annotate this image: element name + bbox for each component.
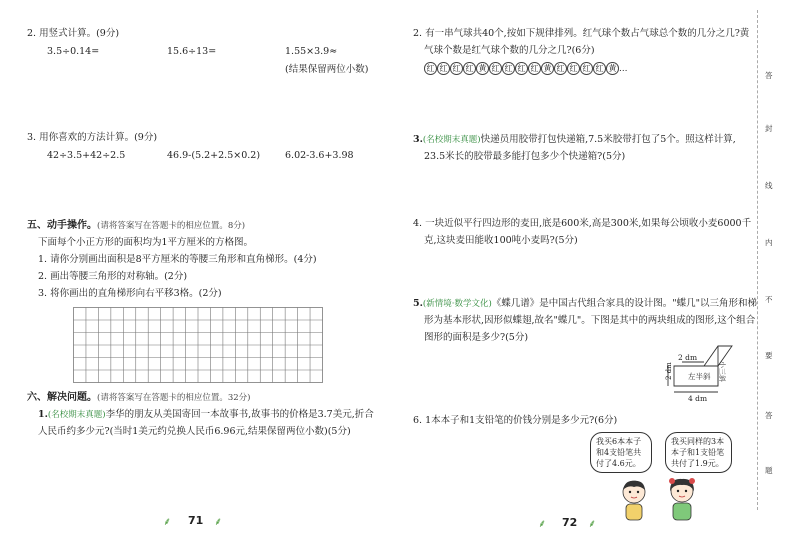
section-5-note: (请将答案写在答题卡的相应位置。8分) — [97, 221, 246, 231]
binding-char: 题 — [765, 466, 773, 475]
r-q2-line1: 2. 有一串气球共40个,按如下规律排列。红气球个数占气球总个数的几分之几?黄 — [413, 28, 750, 39]
section-5-item-2: 2. 画出等腰三角形的对称轴。(2分) — [38, 271, 188, 282]
balloon: 红 — [489, 62, 502, 75]
r-q4-line2: 克,这块麦田能收100吨小麦吗?(5分) — [424, 235, 578, 246]
balloon: 红 — [424, 62, 437, 75]
section-5-title: 五、动手操作。 — [27, 220, 97, 231]
sprout-icon: ⸙ — [163, 515, 172, 528]
q2-item-2: 15.6÷13= — [167, 46, 217, 57]
section-6-q1-line2: 人民币约多少元?(当时1美元约兑换人民币6.96元,结果保留两位小数)(5分) — [38, 426, 351, 437]
balloon: 红 — [580, 62, 593, 75]
r-q3-tag: (名校期末真题) — [422, 135, 481, 145]
binding-char: 答 — [765, 411, 773, 420]
r-q3-text-1: 快递员用胶带打包快递箱,7.5米胶带打包了5个。照这样计算, — [480, 134, 736, 145]
balloon: 红 — [593, 62, 606, 75]
binding-char: 线 — [765, 181, 773, 190]
q2-item-3: 1.55×3.9≈ — [285, 46, 338, 57]
binding-line — [757, 10, 758, 510]
r-q3-line1 — [413, 133, 736, 147]
r-q3-line2: 23.5米长的胶带最多能打包多少个快递箱?(5分) — [424, 151, 626, 162]
page-number-right: 72 — [562, 516, 578, 529]
balloon-sequence — [424, 62, 627, 75]
section-5-heading — [27, 219, 245, 233]
fig-left-label: 2 dm — [665, 362, 673, 380]
q3-item-1: 42÷3.5+42÷2.5 — [47, 150, 126, 161]
section-5-item-1: 1. 请你分别画出面积是8平方厘米的等腰三角形和直角梯形。(4分) — [38, 254, 317, 265]
sprout-icon: ⸙ — [214, 515, 223, 528]
speech-bubble-2 — [665, 432, 732, 473]
page-number-left: 71 — [188, 514, 204, 527]
q2-note: (结果保留两位小数) — [285, 64, 369, 75]
r-q5-number: 5. — [413, 298, 423, 309]
r-q2-line2: 气球个数是红气球个数的几分之几?(6分) — [424, 45, 595, 56]
binding-char: 要 — [765, 351, 773, 360]
bubble-1-line: 和4支铅笔共 — [596, 448, 642, 457]
fig-bottom-label: 4 dm — [688, 394, 708, 403]
boy-illustration — [617, 478, 651, 522]
balloon: 红 — [515, 62, 528, 75]
sprout-icon: ⸙ — [588, 517, 597, 530]
q2-title: 2. 用竖式计算。(9分) — [27, 28, 120, 39]
r-q4-line1: 4. 一块近似平行四边形的麦田,底是600米,高是300米,如果每公顷收小麦6000千 — [413, 218, 752, 229]
balloon: 黄 — [476, 62, 489, 75]
section-5-item-3: 3. 将你画出的直角梯形向右平移3格。(2分) — [38, 288, 222, 299]
q3-item-3: 6.02-3.6+3.98 — [285, 150, 354, 161]
section-6-title: 六、解决问题。 — [27, 392, 97, 403]
balloon-ellipsis: … — [619, 64, 627, 74]
balloon: 红 — [502, 62, 515, 75]
fig-label-2: 小三斜 — [718, 361, 726, 382]
r-q5-line3: 图形的面积是多少?(5分) — [424, 332, 529, 343]
bubble-2-line: 本子和1支铅笔 — [671, 448, 725, 457]
bubble-2-line: 我买同样的3本 — [671, 437, 725, 446]
r-q3-number: 3. — [413, 134, 423, 145]
balloon: 黄 — [541, 62, 554, 75]
q2-item-1: 3.5÷0.14= — [47, 46, 100, 57]
fig-top-label: 2 dm — [678, 353, 698, 362]
balloon: 红 — [463, 62, 476, 75]
balloon: 红 — [528, 62, 541, 75]
bubble-1-line: 我买6本本子 — [596, 437, 642, 446]
q1-text-1: 李华的朋友从美国寄回一本故事书,故事书的价格是3.7美元,折合 — [105, 409, 374, 420]
binding-char: 内 — [765, 238, 773, 247]
section-6-note: (请将答案写在答题卡的相应位置。32分) — [97, 393, 251, 403]
section-5-intro: 下面每个小正方形的面积均为1平方厘米的方格图。 — [38, 237, 254, 248]
r-q6: 6. 1本本子和1支铅笔的价钱分别是多少元?(6分) — [413, 415, 618, 426]
r-q5-line1 — [413, 297, 757, 311]
binding-char: 不 — [765, 295, 773, 304]
r-q5-text-1: 《蝶几谱》是中国古代组合家具的设计图。"蝶几"以三角形和梯 — [491, 298, 758, 309]
balloon: 红 — [567, 62, 580, 75]
q3-item-2: 46.9-(5.2+2.5×0.2) — [167, 150, 261, 161]
balloon: 红 — [554, 62, 567, 75]
balloon: 黄 — [606, 62, 619, 75]
r-q5-line2: 形为基本形状,因形似蝶翅,故名"蝶几"。下图是其中的两块组成的图形,这个组合 — [424, 315, 756, 326]
fig-label-1: 左半斜 — [688, 372, 711, 381]
binding-char: 答 — [765, 71, 773, 80]
balloon: 红 — [450, 62, 463, 75]
section-6-q1-line1 — [38, 408, 374, 422]
q3-title: 3. 用你喜欢的方法计算。(9分) — [27, 132, 158, 143]
balloon: 红 — [437, 62, 450, 75]
speech-bubble-1 — [590, 432, 652, 473]
section-6-heading — [27, 391, 250, 405]
binding-char: 封 — [765, 124, 773, 133]
q1-tag: (名校期末真题) — [47, 410, 106, 420]
r-q5-tag: (新情境·数学文化) — [422, 299, 492, 309]
square-grid — [73, 307, 323, 383]
butterfly-table-figure — [662, 340, 744, 404]
q1-number: 1. — [38, 409, 48, 420]
bubble-2-line: 共付了1.9元。 — [671, 459, 724, 468]
girl-illustration — [664, 474, 700, 522]
bubble-1-line: 付了4.6元。 — [596, 459, 641, 468]
sprout-icon: ⸙ — [538, 517, 547, 530]
